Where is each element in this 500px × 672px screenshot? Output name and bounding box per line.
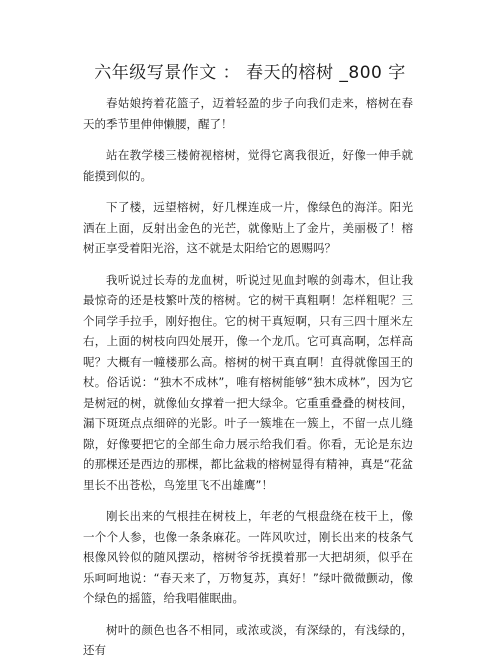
paragraph-1: 春姑娘挎着花篮子，迈着轻盈的步子向我们走来，榕树在春天的季节里伸伸懒腰，醒了！ — [83, 96, 413, 131]
paragraph-5: 刚长出来的气根挂在树枝上，年老的气根盘绕在枝干上，像一个个人参，也像一条条麻花。一阵风吹过，刚长出来的枝条气根像风铃似的随风摆动，榕树爷爷抚摸着那一大把胡须，似乎在乐呵呵地说：“春天来了，万物复苏，真好！”绿叶微微颤动，像个绿色的摇篮，给我唱催眠曲。 — [83, 509, 413, 605]
paragraph-2: 站在教学楼三楼俯视榕树，觉得它离我很近，好像一伸手就能摸到似的。 — [83, 148, 413, 183]
paragraph-6: 树叶的颜色也各不相同，或浓或淡，有深绿的，有浅绿的，还有 — [83, 622, 413, 657]
article-body — [83, 93, 413, 672]
paragraph-3: 下了楼，远望榕树，好几棵连成一片，像绿色的海洋。阳光洒在上面，反射出金色的光芒，就像贴上了金片，美丽极了！榕树正享受着阳光浴，这不就是太阳给它的恩赐吗？ — [83, 200, 413, 255]
paragraph-4: 我听说过长寿的龙血树，听说过见血封喉的剑毒木，但让我最惊奇的还是枝繁叶茂的榕树。它的树干真粗啊！怎样粗呢？三个同学手拉手，刚好抱住。它的树干真短啊，只有三四十厘米左右，上面的树枝向四处展开，像一个龙爪。它可真高啊，怎样高呢？大概有一幢楼那么高。榕树的树干真直啊！直得就像国王的杖。俗话说：“独木不成林”，唯有榕树能够“独木成林”，因为它是树冠的树，就像仙女撑着一把大绿伞。它重重叠叠的树枝间，漏下斑斑点点细碎的光影。叶子一簇堆在一簇上，不留一点儿缝隙，好像要把它的全部生命力展示给我们看。你看，无论是东边的那棵还是西边的那棵，都比盆栽的榕树显得有精神，真是“花盆里长不出苍松，鸟笼里飞不出雄鹰”！ — [83, 272, 413, 492]
page-title: 六年级写景作文 ： 春天的榕树 _800 字 — [94, 63, 406, 83]
